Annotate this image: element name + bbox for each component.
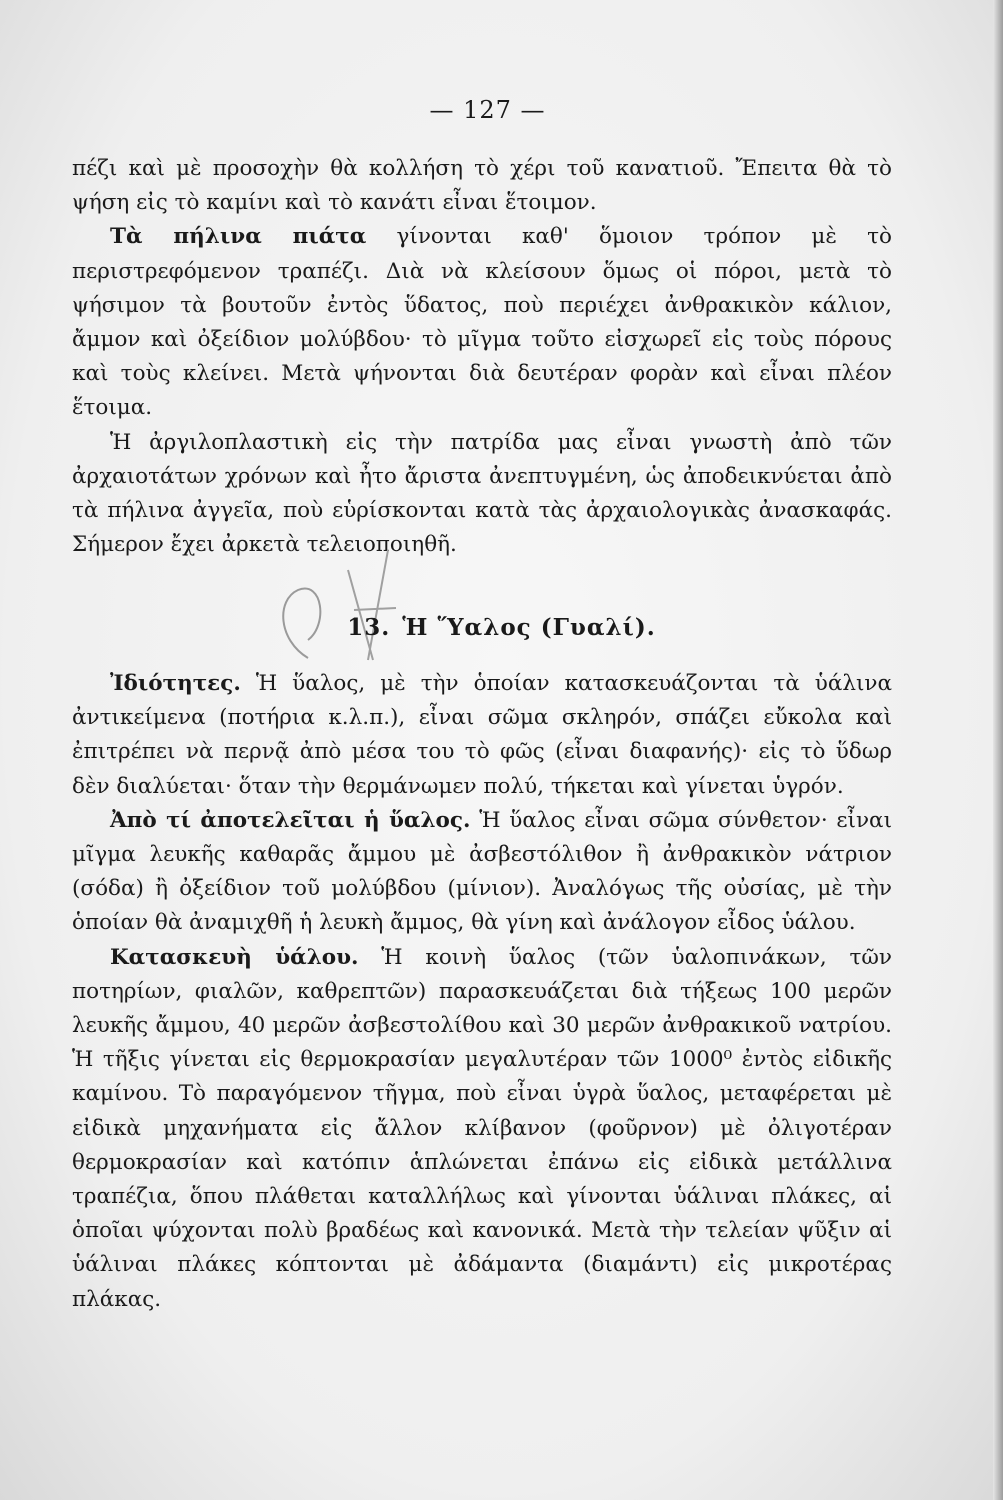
paragraph-text: πέζι καὶ μὲ προσοχὴν θὰ κολλήση τὸ χέρι τοῦ κανατιοῦ. Ἔπειτα θὰ τὸ ψήση εἰς τὸ καμίνι καὶ τὸ κανάτι εἶναι ἕτοιμον. <box>72 156 892 216</box>
paragraph-text: γίνονται καθ' ὅμοιον τρόπον μὲ τὸ περιστρεφόμενον τραπέζι. Διὰ νὰ κλείσουν ὅμως οἱ πόροι, μετὰ τὸ ψήσιμον τὰ βουτοῦν ἐντὸς ὕδατος, ποὺ περιέχει ἀνθρακικὸν κάλιον, ἄμμον καὶ ὀξείδιον μολύβδου· τὸ μῖγμα τοῦτο εἰσχωρεῖ εἰς τοὺς πόρους καὶ τοὺς κλείνει. Μετὰ ψήνονται διὰ δευτέραν φορὰν καὶ εἶναι πλέον ἕτοιμα. <box>72 224 892 421</box>
section-title: Ἡ Ὕαλος (Γυαλί). <box>402 614 656 641</box>
paragraph-lead: Κατασκευὴ ὑάλου. <box>110 944 359 970</box>
section-heading <box>0 614 1003 641</box>
pencil-scribble-mark <box>268 540 428 670</box>
paragraph-lead: Ἀπὸ τί ἀποτελεῖται ἡ ὕαλος. <box>110 807 471 833</box>
paragraph-text: Ἡ ἀργιλοπλαστικὴ εἰς τὴν πατρίδα μας εἶναι γνωστὴ ἀπὸ τῶν ἀρχαιοτάτων χρόνων καὶ ἦτο ἄριστα ἀνεπτυγμένη, ὡς ἀποδεικνύεται ἀπὸ τὰ πήλινα ἀγγεῖα, ποὺ εὑρίσκονται κατὰ τὰς ἀρχαιολογικὰς ἀνασκαφάς. Σήμερον ἔχει ἀρκετὰ τελειοποιηθῆ. <box>72 429 892 558</box>
top-text-block <box>72 152 892 562</box>
paragraph-composition <box>72 804 892 941</box>
bottom-text-block <box>72 667 892 1317</box>
section-number: 13. <box>347 614 391 641</box>
page-number: — 127 — <box>429 96 546 124</box>
paragraph-pottery-plates <box>72 220 892 425</box>
paragraph-text: Ἡ κοινὴ ὕαλος (τῶν ὑαλοπινάκων, τῶν ποτηρίων, φιαλῶν, καθρεπτῶν) παρασκευάζεται διὰ τήξεως 100 μερῶν λευκῆς ἄμμου, 40 μερῶν ἀσβεστολίθου καὶ 30 μερῶν ἀνθρακικοῦ νατρίου. Ἡ τῆξις γίνεται εἰς θερμοκρασίαν μεγαλυτέραν τῶν 1000⁰ ἐντὸς εἰδικῆς καμίνου. Τὸ παραγόμενον τῆγμα, ποὺ εἶναι ὑγρὰ ὕαλος, μεταφέρεται μὲ εἰδικὰ μηχανήματα εἰς ἄλλον κλίβανον (φοῦρνον) μὲ ὀλιγοτέραν θερμοκρασίαν καὶ κατόπιν ἁπλώνεται ἐπάνω εἰς εἰδικὰ μετάλλινα τραπέζια, ὅπου πλάθεται καταλλήλως καὶ γίνονται ὑάλιναι πλάκες, αἱ ὁποῖαι ψύχονται πολὺ βραδέως καὶ κανονικά. Μετὰ τὴν τελείαν ψῦξιν αἱ ὑάλιναι πλάκες κόπτονται μὲ ἀδάμαντα (διαμάντι) εἰς μικροτέρας πλάκας. <box>72 944 892 1312</box>
paragraph-lead: Τὰ πήλινα πιάτα <box>110 224 367 250</box>
paragraph-lead: Ἰδιότητες. <box>110 671 241 696</box>
paragraph-properties <box>72 667 892 804</box>
paragraph-ceramics-history <box>72 426 892 563</box>
paragraph-text: Ἡ ὕαλος, μὲ τὴν ὁποίαν κατασκευάζονται τὰ ὑάλινα ἀντικείμενα (ποτήρια κ.λ.π.), εἶναι σῶμα σκληρόν, σπάζει εὔκολα καὶ ἐπιτρέπει νὰ περνᾷ ἀπὸ μέσα του τὸ φῶς (εἶναι διαφανής)· εἰς τὸ ὕδωρ δὲν διαλύεται· ὅταν τὴν θερμάνωμεν πολύ, τήκεται καὶ γίνεται ὑγρόν. <box>72 671 892 799</box>
page-edge-shadow <box>993 0 1003 1500</box>
paragraph-text: Ἡ ὕαλος εἶναι σῶμα σύνθετον· εἶναι μῖγμα λευκῆς καθαρᾶς ἄμμου μὲ ἀσβεστόλιθον ἢ ἀνθρακικὸν νάτριον (σόδα) ἢ ὀξείδιον τοῦ μολύβδου (μίνιον). Ἀναλόγως τῆς οὐσίας, μὲ τὴν ὁποίαν θὰ ἀναμιχθῆ ἡ λευκὴ ἄμμος, θὰ γίνη καὶ ἀνάλογον εἶδος ὑάλου. <box>72 807 893 936</box>
paragraph-manufacture <box>72 941 892 1317</box>
paragraph-continuation <box>72 152 892 220</box>
